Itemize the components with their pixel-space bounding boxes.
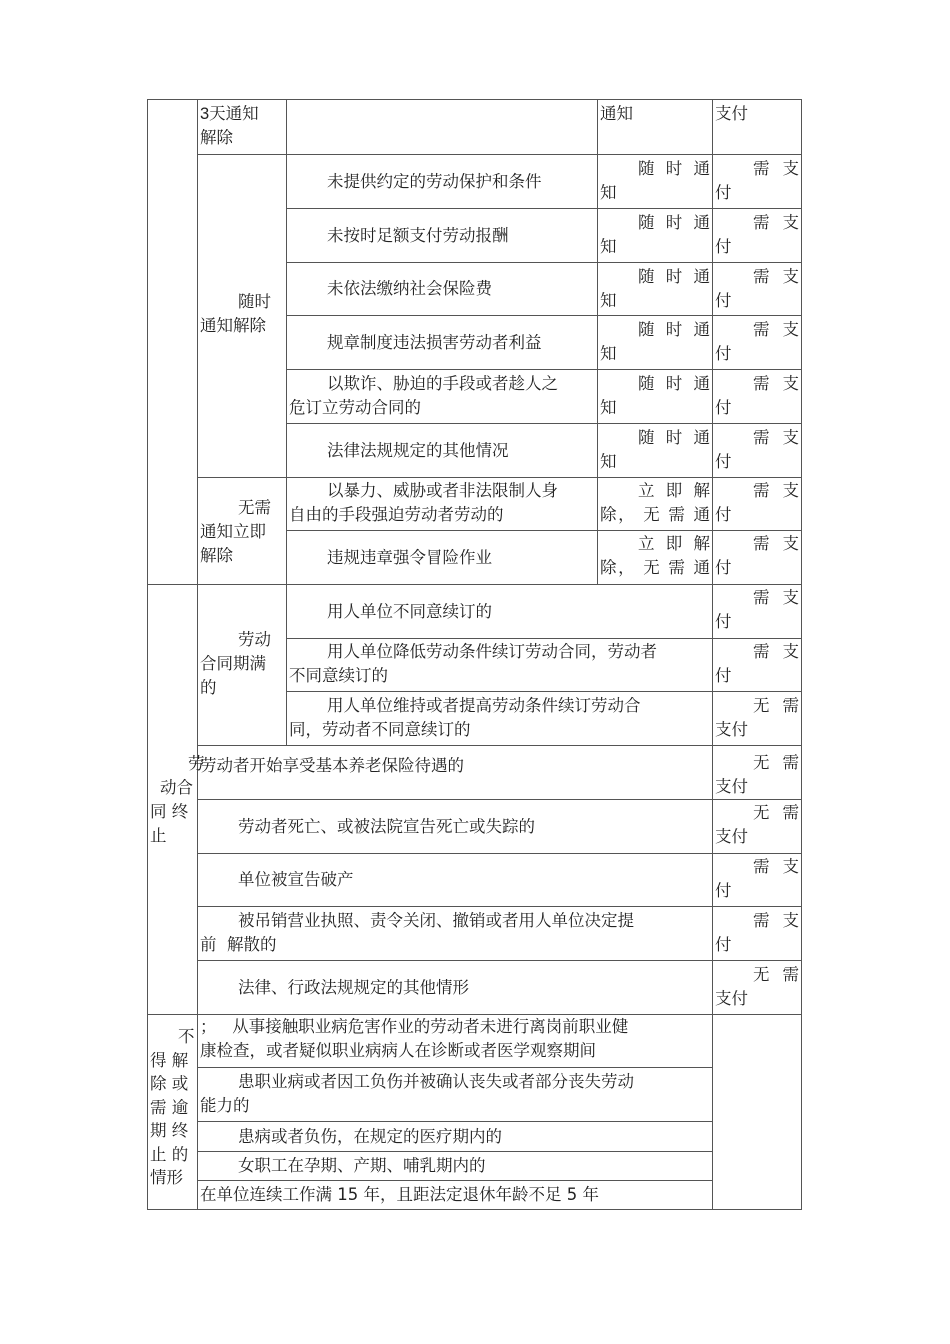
- notice-immediate-1: [598, 532, 712, 583]
- section-label-prohibited-l7: 情形: [150, 1168, 183, 1187]
- reason-immediate-0: [287, 479, 597, 529]
- pay-immediate-1: [713, 532, 801, 583]
- section-label-prohibited-l5: 期 终: [150, 1121, 189, 1140]
- pay-immediate-0: [713, 479, 801, 529]
- row-label-3day: [198, 100, 286, 154]
- reason-immediate-1: 违规违章强令冒险作业: [327, 547, 492, 567]
- pay-termination-2: [713, 855, 801, 905]
- reason-immediate-0-l2: 自由的手段强迫劳动者劳动的: [289, 505, 504, 524]
- reason-anytime-2: 未依法缴纳社会保险费: [327, 279, 492, 298]
- pay-anytime-0-l1: 需 支: [753, 159, 799, 178]
- section-label-termination-l2: 动合: [160, 778, 193, 797]
- group-label-anytime: [198, 290, 286, 350]
- group-label-immediate-l3: 解除: [200, 546, 233, 565]
- group-label-anytime-l1: 随时: [238, 292, 271, 311]
- reason-expiry-1: [287, 640, 712, 690]
- reason-anytime-0: 未提供约定的劳动保护和条件: [327, 171, 542, 191]
- pay-expiry-2: [713, 694, 801, 744]
- notice-anytime-5-l1: 随 时 通: [638, 428, 710, 447]
- reason-prohibited-1-l2: 能力的: [200, 1096, 250, 1115]
- section-label-termination-l4: 止: [150, 826, 167, 845]
- section-label-termination-l1: 劳: [188, 754, 205, 773]
- section-label-prohibited-l3: 除 或: [150, 1074, 189, 1093]
- notice-immediate-0-l1: 立 即 解: [638, 481, 710, 500]
- pay-anytime-4: [713, 372, 801, 422]
- group-label-anytime-l2: 通知解除: [200, 316, 266, 335]
- notice-anytime-1-l2: 知: [600, 237, 617, 256]
- notice-anytime-5-l2: 知: [600, 452, 617, 471]
- reason-expiry-2-l1: 用人单位维持或者提高劳动条件续订劳动合: [327, 696, 641, 715]
- pay-immediate-0-l2: 付: [715, 505, 732, 524]
- pay-expiry-2-l2: 支付: [715, 720, 748, 739]
- reason-termination-4: 法律、行政法规规定的其他情形: [238, 977, 469, 997]
- notice-anytime-3: [598, 318, 712, 368]
- notice-anytime-2-l1: 随 时 通: [638, 267, 710, 286]
- pay-anytime-1-l1: 需 支: [753, 213, 799, 232]
- notice-immediate-1-l1: 立 即 解: [638, 534, 710, 553]
- notice-anytime-0: [598, 157, 712, 207]
- reason-anytime-4: [287, 372, 597, 422]
- reason-prohibited-4: 在单位连续工作满 15 年，且距法定退休年龄不足 5 年: [200, 1185, 599, 1204]
- reason-expiry-1-l2: 不同意续订的: [289, 666, 388, 685]
- pay-termination-1: [713, 801, 801, 851]
- group-label-immediate-l2: 通知立即: [200, 522, 266, 541]
- reason-prohibited-3: 女职工在孕期、产期、哺乳期内的: [238, 1156, 486, 1175]
- pay-expiry-1-l1: 需 支: [753, 642, 799, 661]
- pay-anytime-1: [713, 211, 801, 261]
- reason-termination-1: 劳动者死亡、或被法院宣告死亡或失踪的: [238, 816, 535, 836]
- reason-prohibited-1-l1: 患职业病或者因工负伤并被确认丧失或者部分丧失劳动: [238, 1072, 634, 1091]
- notice-anytime-4: [598, 372, 712, 422]
- reason-prohibited-2: 患病或者负伤，在规定的医疗期内的: [238, 1126, 502, 1146]
- pay-immediate-1-l1: 需 支: [753, 534, 799, 553]
- section-label-prohibited-l4: 需 逾: [150, 1097, 189, 1117]
- pay-anytime-5-l2: 付: [715, 452, 732, 471]
- reason-termination-3: [198, 909, 712, 959]
- notice-immediate-0-l2: 除， 无 需 通: [600, 505, 710, 524]
- reason-anytime-3: 规章制度违法损害劳动者利益: [327, 332, 542, 352]
- pay-expiry-0: [713, 586, 801, 636]
- pay-anytime-4-l2: 付: [715, 398, 732, 417]
- notice-immediate-1-l2: 除， 无 需 通: [600, 558, 710, 577]
- notice-anytime-3-l2: 知: [600, 344, 617, 363]
- pay-anytime-3-l1: 需 支: [753, 320, 799, 339]
- reason-expiry-0: 用人单位不同意续订的: [327, 601, 492, 621]
- pay-anytime-2: [713, 265, 801, 315]
- pay-anytime-0: [713, 157, 801, 207]
- notice-anytime-4-l1: 随 时 通: [638, 374, 710, 393]
- pay-termination-3: [713, 909, 801, 959]
- pay-anytime-5-l1: 需 支: [753, 428, 799, 447]
- pay-cell-3day: 支付: [715, 104, 748, 123]
- pay-termination-4-l1: 无 需: [753, 965, 799, 984]
- pay-anytime-2-l2: 付: [715, 291, 732, 310]
- reason-immediate-0-l1: 以暴力、威胁或者非法限制人身: [327, 481, 558, 500]
- reason-termination-2: 单位被宣告破产: [238, 870, 354, 889]
- reason-anytime-5: 法律法规规定的其他情况: [327, 440, 509, 460]
- pay-termination-1-l2: 支付: [715, 827, 748, 846]
- group-label-immediate-l1: 无需: [238, 498, 271, 517]
- pay-termination-0: [713, 751, 801, 799]
- pay-termination-4-l2: 支付: [715, 989, 748, 1008]
- notice-cell-3day: 通知: [600, 104, 633, 123]
- pay-anytime-3: [713, 318, 801, 368]
- section-label-termination-l3: 同 终: [150, 802, 189, 821]
- notice-anytime-3-l1: 随 时 通: [638, 320, 710, 339]
- section-label-prohibited-l6: 止 的: [150, 1144, 189, 1164]
- pay-expiry-1-l2: 付: [715, 666, 732, 685]
- pay-anytime-0-l2: 付: [715, 183, 732, 202]
- pay-expiry-2-l1: 无 需: [753, 696, 799, 715]
- notice-anytime-1-l1: 随 时 通: [638, 213, 710, 232]
- reason-anytime-1: 未按时足额支付劳动报酬: [327, 225, 509, 245]
- reason-termination-3-l2: 前 解散的: [200, 935, 277, 954]
- reason-prohibited-0: [198, 1015, 712, 1067]
- section-label-termination: [148, 752, 205, 852]
- reason-prohibited-0-l1: ； 从事接触职业病危害作业的劳动者未进行离岗前职业健: [200, 1017, 629, 1036]
- pay-termination-0-l1: 无 需: [753, 753, 799, 772]
- pay-termination-2-l1: 需 支: [753, 857, 799, 876]
- notice-anytime-2: [598, 265, 712, 315]
- row-label-3day-l2: 解除: [200, 128, 233, 147]
- notice-anytime-0-l1: 随 时 通: [638, 159, 710, 178]
- notice-anytime-2-l2: 知: [600, 291, 617, 310]
- reason-termination-3-l1: 被吊销营业执照、责令关闭、撤销或者用人单位决定提: [238, 911, 634, 930]
- pay-expiry-1: [713, 640, 801, 690]
- group-label-immediate: [198, 496, 286, 572]
- notice-anytime-5: [598, 426, 712, 476]
- group-label-expiry-l3: 的: [200, 678, 217, 697]
- reason-anytime-4-l1: 以欺诈、胁迫的手段或者趁人之: [327, 374, 558, 393]
- group-label-expiry-l1: 劳动: [238, 630, 271, 649]
- pay-immediate-1-l2: 付: [715, 558, 732, 577]
- group-label-expiry: [198, 628, 286, 704]
- pay-anytime-5: [713, 426, 801, 476]
- reason-expiry-1-l1: 用人单位降低劳动条件续订劳动合同，劳动者: [327, 642, 657, 661]
- reason-anytime-4-l2: 危订立劳动合同的: [289, 398, 421, 417]
- pay-anytime-2-l1: 需 支: [753, 267, 799, 286]
- pay-expiry-0-l1: 需 支: [753, 588, 799, 607]
- section-label-prohibited-l2: 得 解: [150, 1050, 189, 1070]
- pay-anytime-3-l2: 付: [715, 344, 732, 363]
- reason-termination-0: 劳动者开始享受基本养老保险待遇的: [200, 756, 464, 775]
- pay-expiry-0-l2: 付: [715, 612, 732, 631]
- pay-immediate-0-l1: 需 支: [753, 481, 799, 500]
- reason-prohibited-1: [198, 1070, 712, 1120]
- notice-immediate-0: [598, 479, 712, 529]
- pay-anytime-4-l1: 需 支: [753, 374, 799, 393]
- reason-expiry-2-l2: 同，劳动者不同意续订的: [289, 720, 471, 739]
- pay-termination-4: [713, 963, 801, 1013]
- group-label-expiry-l2: 合同期满: [200, 654, 266, 673]
- row-label-3day-l1: 3天通知: [200, 105, 259, 123]
- pay-termination-3-l1: 需 支: [753, 911, 799, 930]
- reason-expiry-2: [287, 694, 712, 744]
- section-label-prohibited-l1: 不: [178, 1027, 195, 1046]
- notice-anytime-1: [598, 211, 712, 261]
- pay-termination-0-l2: 支付: [715, 777, 748, 796]
- pay-termination-3-l2: 付: [715, 935, 732, 954]
- notice-anytime-0-l2: 知: [600, 183, 617, 202]
- notice-anytime-4-l2: 知: [600, 398, 617, 417]
- pay-anytime-1-l2: 付: [715, 237, 732, 256]
- pay-termination-1-l1: 无 需: [753, 803, 799, 822]
- section-label-prohibited: [148, 1025, 198, 1205]
- reason-prohibited-0-l2: 康检查，或者疑似职业病病人在诊断或者医学观察期间: [200, 1041, 596, 1060]
- pay-termination-2-l2: 付: [715, 881, 732, 900]
